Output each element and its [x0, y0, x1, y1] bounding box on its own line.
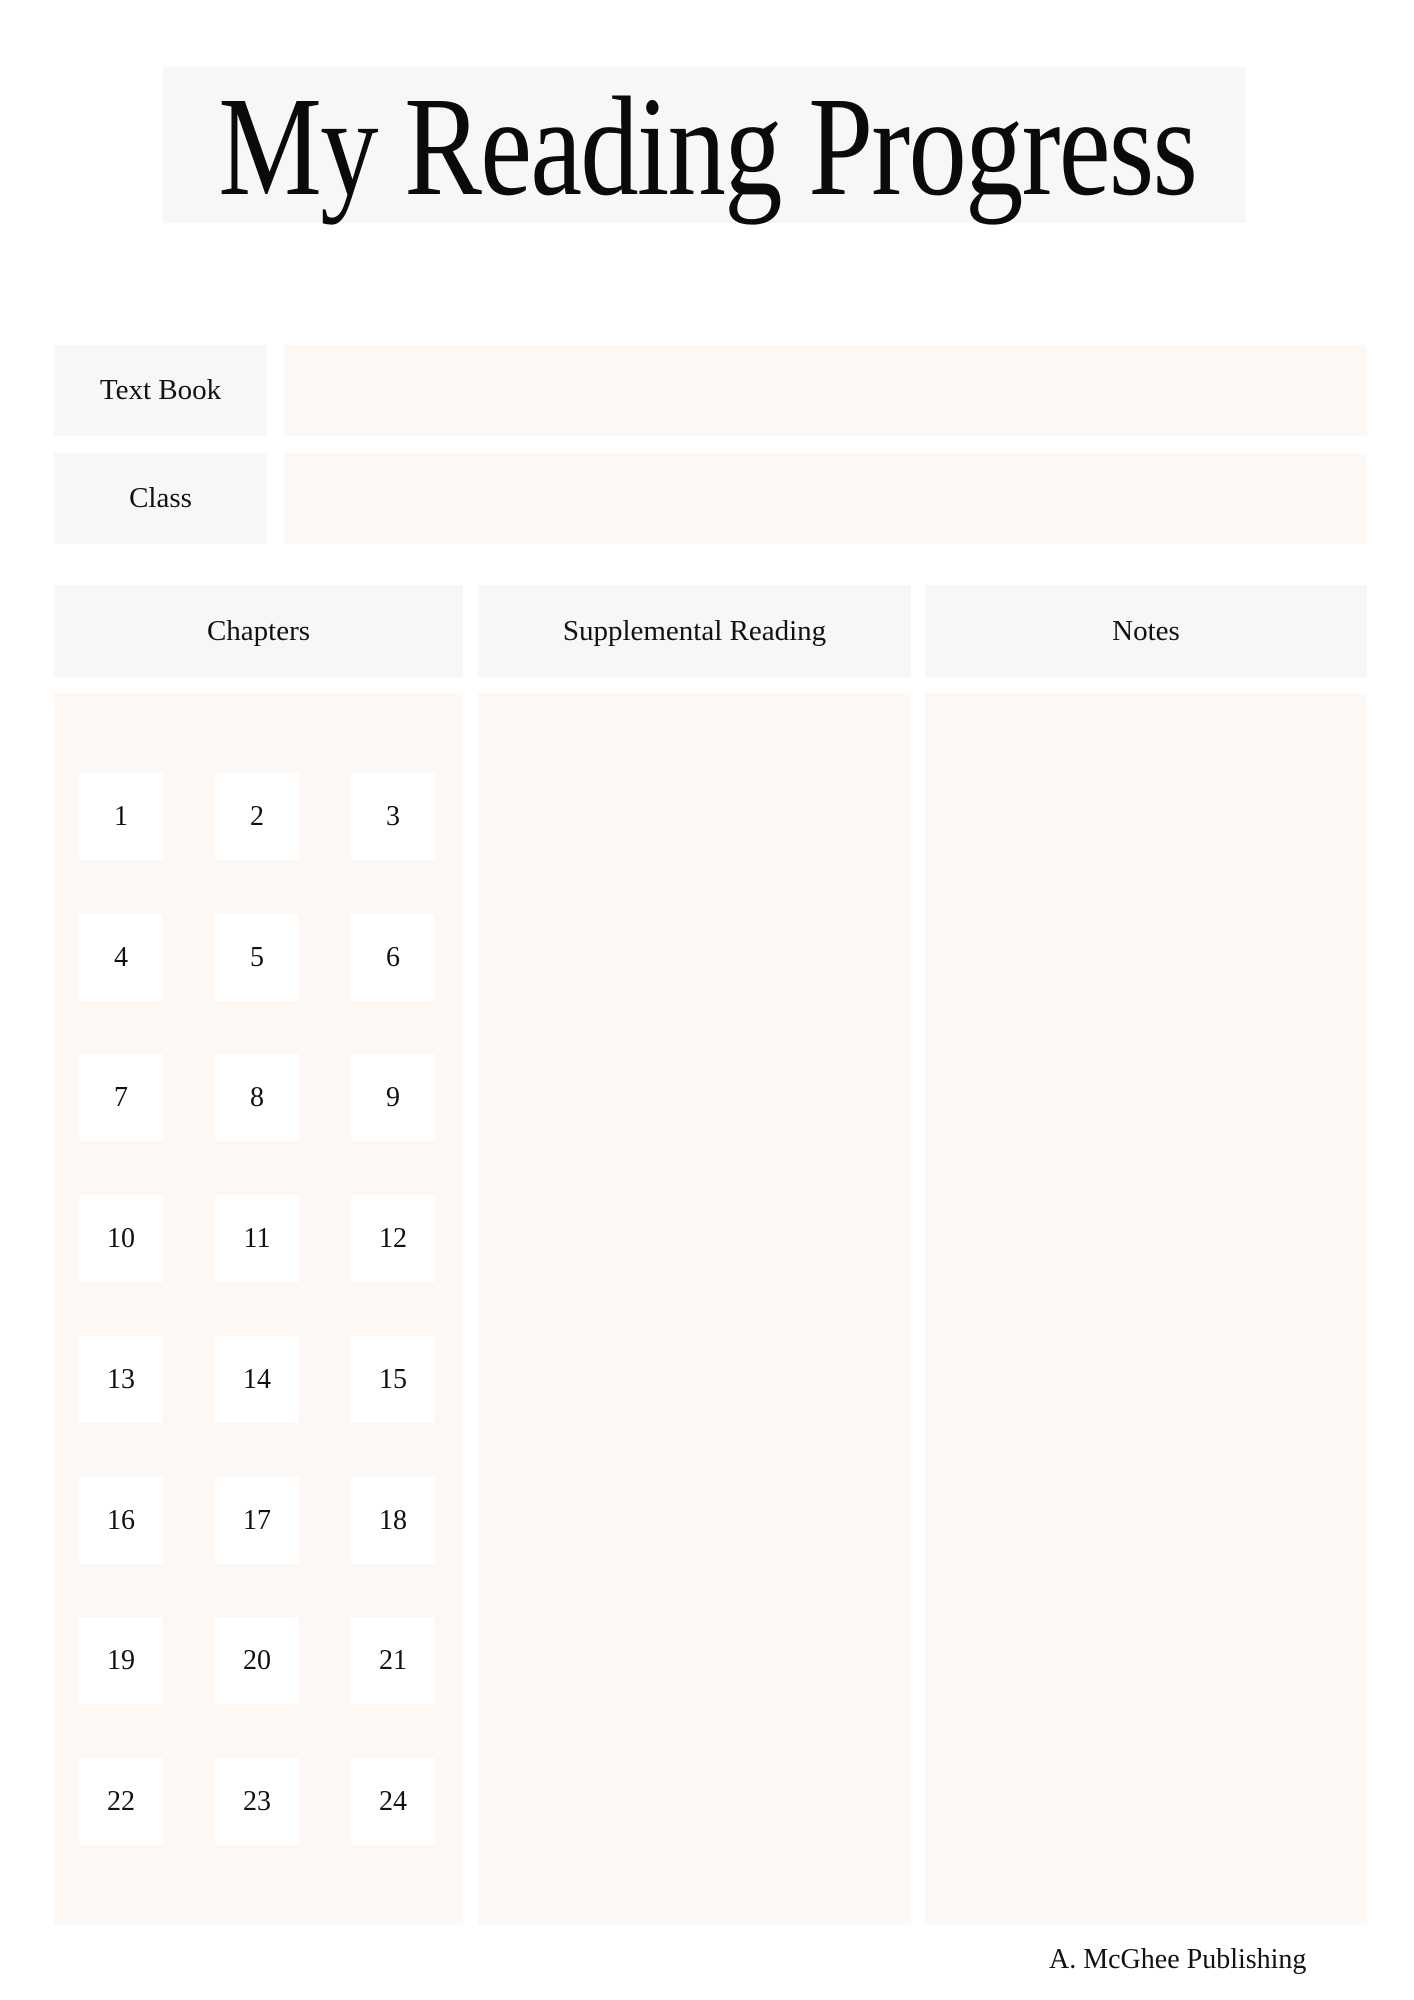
- chapters-header: [54, 585, 463, 677]
- chapter-checkbox-18[interactable]: 18: [351, 1477, 435, 1564]
- chapter-checkbox-19[interactable]: 19: [79, 1617, 163, 1704]
- supplemental-reading-header: [478, 585, 911, 677]
- chapters-header-text: Chapters: [206, 614, 311, 647]
- textbook-field[interactable]: [284, 345, 1367, 436]
- chapter-checkbox-3[interactable]: 3: [351, 773, 435, 860]
- textbook-label: [54, 345, 267, 436]
- chapter-checkbox-20[interactable]: 20: [215, 1617, 299, 1704]
- chapter-checkbox-24[interactable]: 24: [351, 1758, 435, 1845]
- chapter-checkbox-12[interactable]: 12: [351, 1195, 435, 1282]
- chapter-checkbox-17[interactable]: 17: [215, 1477, 299, 1564]
- chapter-checkbox-4[interactable]: 4: [79, 914, 163, 1001]
- chapter-checkbox-6[interactable]: 6: [351, 914, 435, 1001]
- chapter-checkbox-2[interactable]: 2: [215, 773, 299, 860]
- chapter-checkbox-7[interactable]: 7: [79, 1054, 163, 1141]
- chapter-checkbox-23[interactable]: 23: [215, 1758, 299, 1845]
- class-field[interactable]: [284, 453, 1367, 544]
- notes-area[interactable]: [925, 693, 1367, 1925]
- chapter-checkbox-9[interactable]: 9: [351, 1054, 435, 1141]
- chapter-checkbox-21[interactable]: 21: [351, 1617, 435, 1704]
- chapters-panel: [54, 693, 463, 1925]
- chapter-checkbox-5[interactable]: 5: [215, 914, 299, 1001]
- chapter-checkbox-11[interactable]: 11: [215, 1195, 299, 1282]
- class-label-text: Class: [129, 482, 192, 514]
- page-title-text: My Reading Progress: [218, 67, 1196, 225]
- textbook-label-text: Text Book: [99, 374, 222, 406]
- chapter-checkbox-14[interactable]: 14: [215, 1336, 299, 1423]
- chapter-checkbox-15[interactable]: 15: [351, 1336, 435, 1423]
- chapter-checkbox-10[interactable]: 10: [79, 1195, 163, 1282]
- chapter-checkbox-13[interactable]: 13: [79, 1336, 163, 1423]
- supplemental-reading-header-text: Supplemental Reading: [562, 614, 827, 647]
- class-label: [54, 453, 267, 544]
- page-title: [0, 66, 1414, 226]
- notes-header-text: Notes: [1112, 614, 1180, 647]
- notes-header: [925, 585, 1367, 677]
- chapter-checkbox-8[interactable]: 8: [215, 1054, 299, 1141]
- publisher-credit: A. McGhee Publishing: [1049, 1944, 1307, 1975]
- chapter-checkbox-22[interactable]: 22: [79, 1758, 163, 1845]
- supplemental-reading-area[interactable]: [478, 693, 911, 1925]
- chapter-checkbox-16[interactable]: 16: [79, 1477, 163, 1564]
- chapter-checkbox-1[interactable]: 1: [79, 773, 163, 860]
